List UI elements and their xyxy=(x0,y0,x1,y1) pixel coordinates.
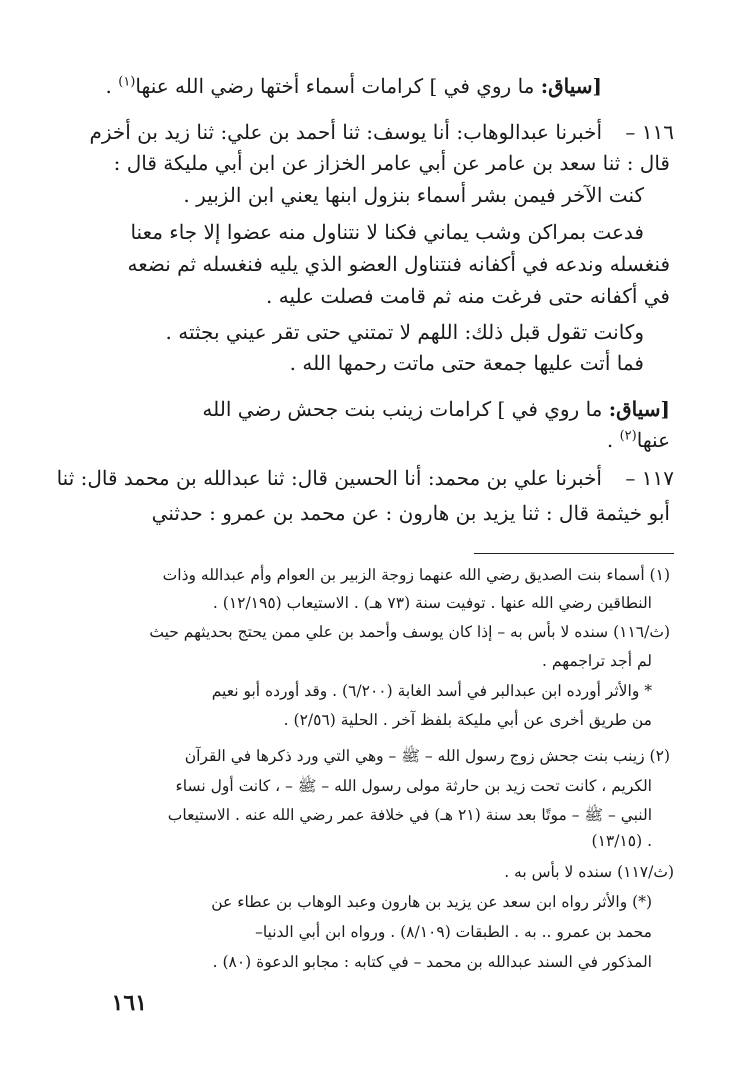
footnote-separator xyxy=(474,553,674,554)
footnote-marker: (٢) xyxy=(619,428,637,444)
entry-116-line-1: أخبرنا عبدالوهاب: أنا يوسف: ثنا أحمد بن علي: ثنا زيد بن أخزم xyxy=(89,120,602,144)
section-heading-zaynab-cont xyxy=(607,428,670,452)
footnote-1-line-1: (١) أسماء بنت الصديق رضي الله عنهما زوجة الزبير بن العوام وأم عبدالله وذات xyxy=(162,566,670,584)
footnote-117-line-2: (*) والأثر رواه ابن سعد عن يزيد بن هارون وعبد الوهاب بن عطاء عن xyxy=(211,893,652,911)
heading-end: . xyxy=(105,74,112,98)
section-heading-asma xyxy=(106,74,602,98)
footnote-117-line-3: محمد بن عمرو .. به . الطبقات (٨/١٠٩) . ورواه ابن أبي الدنيا– xyxy=(255,923,652,941)
footnote-2-line-4: (١٣/١٥) . xyxy=(591,832,652,850)
footnote-116-line-4: من طريق أخرى عن أبي مليكة بلفظ آخر . الحلية (٢/٥٦) . xyxy=(283,711,652,729)
entry-117-line-2: أبو خيثمة قال : ثنا يزيد بن هارون : عن محمد بن عمرو : حدثني xyxy=(151,501,670,525)
footnote-116-line-2: لم أجد تراجمهم . xyxy=(542,652,652,670)
entry-number-116: ١١٦ – xyxy=(625,120,674,144)
footnote-2-line-1: (٢) زينب بنت جحش زوج رسول الله – ﷺ – وهي التي ورد ذكرها في القرآن xyxy=(184,747,670,765)
heading-label: [سياق: xyxy=(540,74,602,98)
page-number: ١٦١ xyxy=(111,990,147,1016)
heading-text: ما روي في ] كرامات زينب بنت جحش رضي الله xyxy=(202,397,603,421)
entry-116-line-6: في أكفانه حتى فرغت منه ثم قامت فصلت عليه . xyxy=(266,284,670,308)
entry-116-line-2: قال : ثنا سعد بن عامر عن أبي عامر الخزاز عن ابن أبي مليكة قال : xyxy=(113,151,670,175)
footnote-116-line-1: (ث/١١٦) سنده لا بأس به – إذا كان يوسف وأحمد بن علي ممن يحتج بحديثهم حيث xyxy=(149,623,670,641)
section-heading-zaynab xyxy=(202,397,670,421)
footnote-marker: (١) xyxy=(118,74,136,90)
heading-label: [سياق: xyxy=(608,397,670,421)
heading-continuation: عنها xyxy=(636,428,670,452)
entry-116-line-8: فما أتت عليها جمعة حتى ماتت رحمها الله . xyxy=(289,351,644,375)
footnote-116-line-3: * والأثر أورده ابن عبدالبر في أسد الغابة (٦/٢٠٠) . وقد أورده أبو نعيم xyxy=(211,682,652,700)
heading-end: . xyxy=(606,428,614,452)
footnote-1-line-2: النطاقين رضي الله عنها . توفيت سنة (٧٣ هـ) . الاستيعاب (١٢/١٩٥) . xyxy=(212,594,652,612)
entry-116-line-7: وكانت تقول قبل ذلك: اللهم لا تمتني حتى تقر عيني بجثته . xyxy=(165,320,644,344)
entry-117-line-1: أخبرنا علي بن محمد: أنا الحسين قال: ثنا عبدالله بن محمد قال: ثنا xyxy=(56,466,602,490)
entry-116-line-4: فدعت بمراكن وشب يماني فكنا لا نتناول منه عضوا إلا جاء معنا xyxy=(130,220,644,244)
footnote-2-line-3: النبي – ﷺ – موتًا بعد سنة (٢١ هـ) في خلافة عمر رضي الله عنه . الاستيعاب xyxy=(167,806,652,824)
entry-116-line-5: فنغسله وندعه في أكفانه فنتناول العضو الذي يليه فنغسله ثم نضعه xyxy=(127,252,670,276)
footnote-117-line-4: المذكور في السند عبدالله بن محمد – في كتابه : مجابو الدعوة (٨٠) . xyxy=(212,953,652,971)
entry-116-line-3: كنت الآخر فيمن بشر أسماء بنزول ابنها يعني ابن الزبير . xyxy=(183,183,644,207)
footnote-117-line-1: (ث/١١٧) سنده لا بأس به . xyxy=(504,863,674,881)
heading-text: ما روي في ] كرامات أسماء أختها رضي الله عنها xyxy=(135,74,535,98)
entry-number-117: ١١٧ – xyxy=(625,466,674,490)
footnote-2-line-2: الكريم ، كانت تحت زيد بن حارثة مولى رسول الله – ﷺ – ، كانت أول نساء xyxy=(175,777,652,795)
